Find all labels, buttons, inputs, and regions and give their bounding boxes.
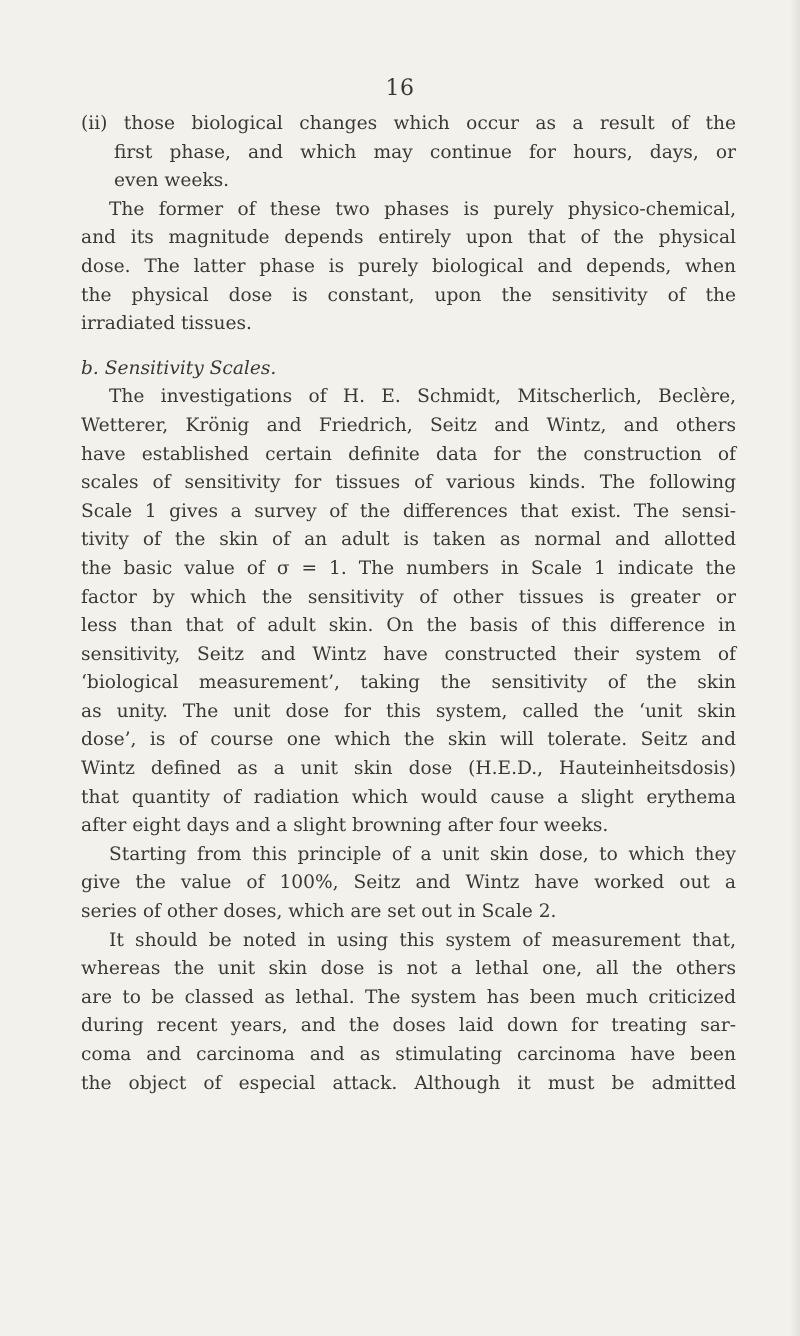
- text-line: (ii) those biological changes which occur as a result of the: [81, 113, 736, 134]
- text-line: irradiated tissues.: [81, 313, 252, 335]
- text-line: scales of sensitivity for tissues of various kinds. The following: [81, 472, 736, 494]
- text-line: dose. The latter phase is purely biological and depends, when: [81, 255, 736, 277]
- page-number: 16: [385, 76, 415, 101]
- page-edge-shadow: [790, 0, 800, 1336]
- text-line: dose’, is of course one which the skin will tolerate. Seitz and: [81, 729, 736, 751]
- text-line: Wetterer, Krönig and Friedrich, Seitz and Wintz, and others: [81, 414, 736, 436]
- text-line: the object of especial attack. Although it must be admitted: [81, 1072, 736, 1094]
- section-heading: b. Sensitivity Scales.: [81, 357, 277, 379]
- text-line: Wintz defined as a unit skin dose (H.E.D., Hauteinheitsdosis): [81, 758, 736, 780]
- text-line: after eight days and a slight browning after four weeks.: [81, 815, 609, 837]
- text-line: during recent years, and the doses laid down for treating sar-: [81, 1015, 736, 1037]
- text-line: give the value of 100%, Seitz and Wintz have worked out a: [81, 872, 736, 894]
- text-line: even weeks.: [114, 170, 230, 192]
- text-line: that quantity of radiation which would cause a slight erythema: [81, 786, 736, 808]
- text-line: Starting from this principle of a unit skin dose, to which they: [109, 843, 736, 865]
- text-line: and its magnitude depends entirely upon that of the physical: [81, 227, 736, 249]
- text-line: ‘biological measurement’, taking the sensitivity of the skin: [81, 672, 736, 694]
- text-line: coma and carcinoma and as stimulating carcinoma have been: [81, 1044, 736, 1065]
- text-line: Scale 1 gives a survey of the differences that exist. The sensi-: [81, 500, 736, 522]
- text-line: The former of these two phases is purely physico-chemical,: [109, 198, 736, 220]
- text-line: series of other doses, which are set out in Scale 2.: [81, 901, 557, 923]
- text-line: whereas the unit skin dose is not a lethal one, all the others: [81, 958, 736, 980]
- text-line: less than that of adult skin. On the basis of this difference in: [81, 615, 736, 637]
- text-line: The investigations of H. E. Schmidt, Mitscherlich, Beclère,: [109, 386, 736, 408]
- text-line: tivity of the skin of an adult is taken as normal and allotted: [81, 529, 736, 551]
- text-line: sensitivity, Seitz and Wintz have constructed their system of: [81, 643, 736, 665]
- text-line: It should be noted in using this system of measurement that,: [109, 929, 736, 951]
- body-text: [81, 110, 736, 1098]
- text-line: as unity. The unit dose for this system, called the ‘unit skin: [81, 700, 736, 722]
- text-line: are to be classed as lethal. The system has been much criticized: [81, 986, 736, 1008]
- text-line: first phase, and which may continue for hours, days, or: [114, 141, 736, 163]
- text-line: the physical dose is constant, upon the sensitivity of the: [81, 284, 736, 306]
- text-line: have established certain definite data for the construction of: [81, 443, 736, 465]
- text-line: factor by which the sensitivity of other tissues is greater or: [81, 586, 736, 608]
- text-line: the basic value of σ = 1. The numbers in Scale 1 indicate the: [81, 557, 736, 579]
